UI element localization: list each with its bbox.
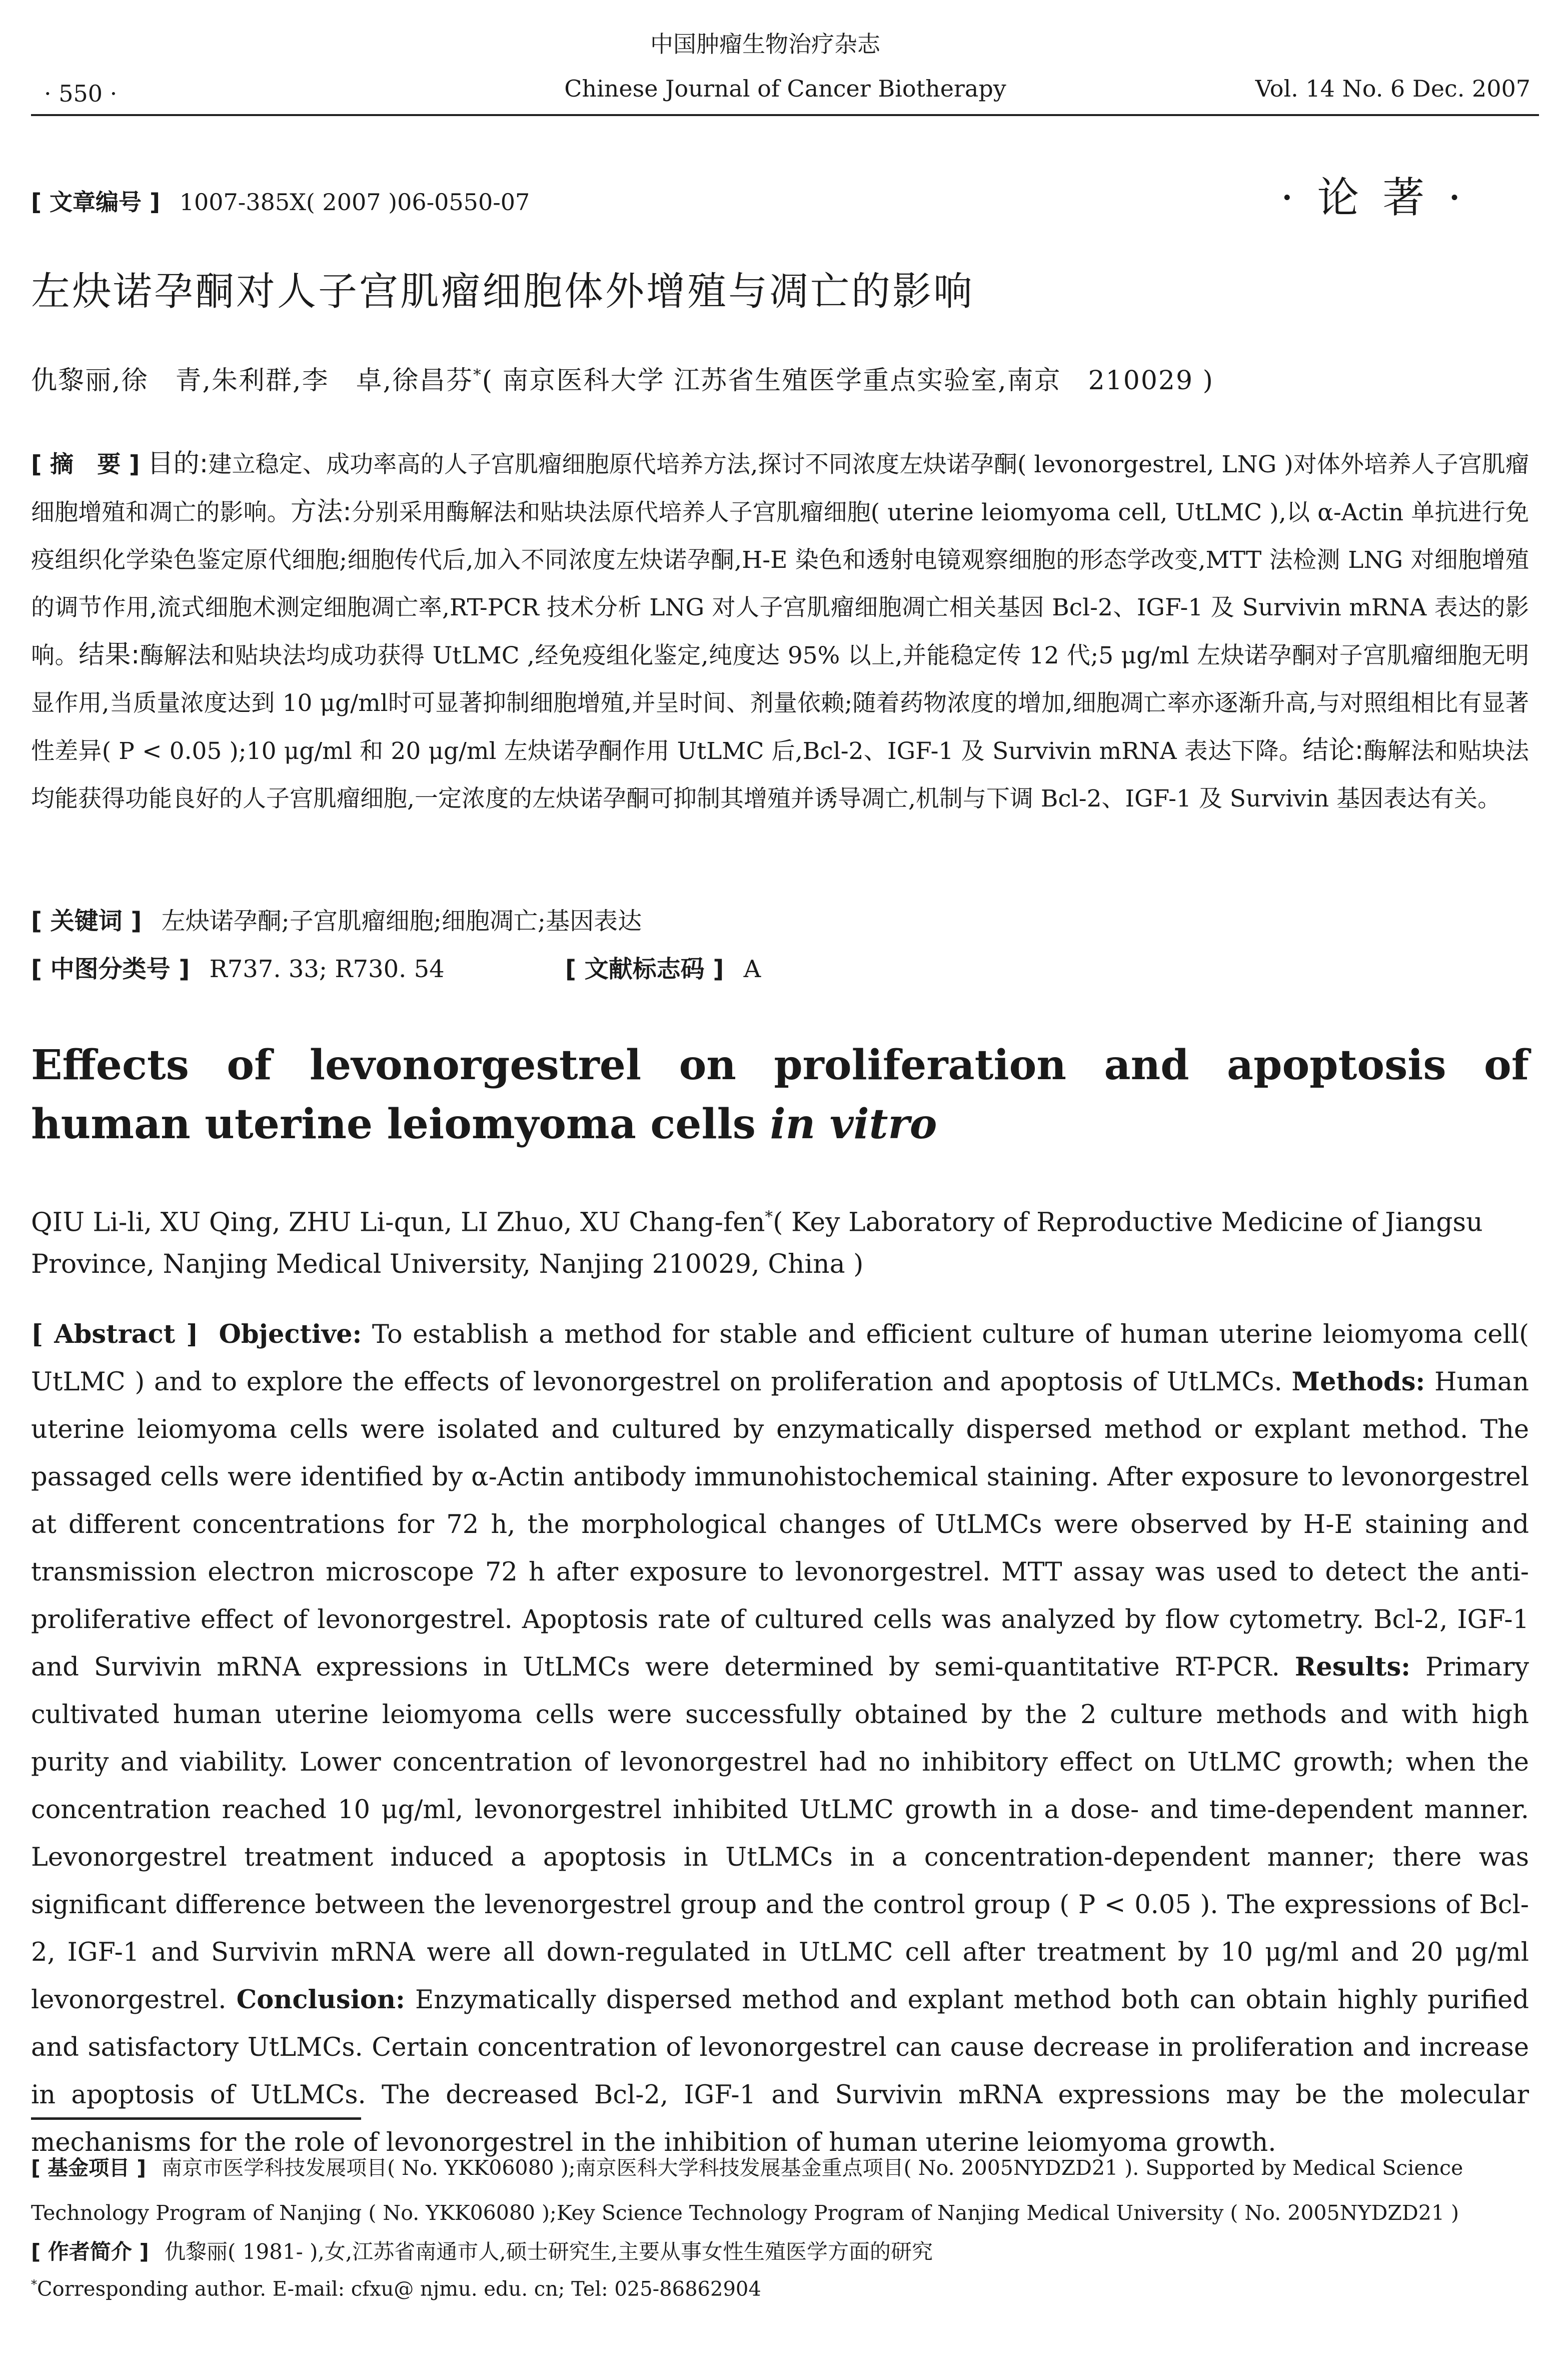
abstract-en-objective-label: Objective: bbox=[219, 1319, 362, 1349]
abstract-en-methods-label: Methods: bbox=[1291, 1367, 1425, 1397]
document-code-value: A bbox=[743, 955, 761, 983]
corresponding-mark-en: * bbox=[765, 1208, 773, 1226]
corresponding-author-note bbox=[31, 2277, 761, 2300]
article-number-value: 1007-385X( 2007 )06-0550-07 bbox=[179, 189, 530, 216]
abstract-cn-methods-label: 方法: bbox=[290, 497, 352, 527]
affiliation-cn: ( 南京医科大学 江苏省生殖医学重点实验室,南京 210029 ) bbox=[482, 366, 1214, 396]
affiliation-en: ( Key Laboratory of Reproductive Medicine of Jiangsu Province, Nanjing Medical University, Nanjing 210029, China ) bbox=[31, 1207, 1483, 1280]
funding-label: [ 基金项目 ] bbox=[31, 2156, 147, 2180]
keywords-label: [ 关键词 ] bbox=[31, 907, 142, 935]
title-en-main: Effects of levonorgestrel on proliferation and apoptosis of human uterine leiomyoma cells bbox=[31, 1041, 1529, 1148]
keywords-value: 左炔诺孕酮;子宫肌瘤细胞;细胞凋亡;基因表达 bbox=[161, 907, 642, 935]
classification-number bbox=[31, 950, 445, 984]
volume-issue: Vol. 14 No. 6 Dec. 2007 bbox=[1255, 75, 1530, 102]
classification-value: R737. 33; R730. 54 bbox=[209, 955, 445, 983]
section-label: · 论 著 · bbox=[1280, 173, 1466, 222]
article-number bbox=[31, 184, 530, 217]
funding-note bbox=[31, 2145, 1529, 2235]
corresponding-note-mark: * bbox=[31, 2277, 37, 2291]
funding-text: 南京市医学科技发展项目( No. YKK06080 );南京医科大学科技发展基金重点项目( No. 2005NYDZD21 ). Supported by Medical Science Technology Program of Nanjing ( No. YKK06080 );Key Science Technology Program of Nanjing Medical University ( No. 2005NYDZD21 ) bbox=[31, 2156, 1463, 2225]
header-rule bbox=[31, 114, 1539, 116]
abstract-cn-methods: 分别采用酶解法和贴块法原代培养人子宫肌瘤细胞( uterine leiomyoma cell, UtLMC ),以 α-Actin 单抗进行免疫组织化学染色鉴定原代细胞;细胞传代后,加入不同浓度左炔诺孕酮,H-E 染色和透射电镜观察细胞的形态学改变,MTT 法检测 LNG 对细胞增殖的调节作用,流式细胞术测定细胞凋亡率,RT-PCR 技术分析 LNG 对人子宫肌瘤细胞凋亡相关基因 Bcl-2、IGF-1 及 Survivin mRNA 表达的影响。 bbox=[31, 499, 1529, 669]
author-bio-text: 仇黎丽( 1981- ),女,江苏省南通市人,硕士研究生,主要从事女性生殖医学方面的研究 bbox=[165, 2239, 933, 2264]
authors-cn bbox=[31, 359, 1214, 397]
corresponding-mark: * bbox=[473, 366, 482, 384]
abstract-cn-results: 酶解法和贴块法均成功获得 UtLMC ,经免疫组化鉴定,纯度达 95% 以上,并能稳定传 12 代;5 μg/ml 左炔诺孕酮对子宫肌瘤细胞无明显作用,当质量浓度达到 10 μg/ml时可显著抑制细胞增殖,并呈时间、剂量依赖;随着药物浓度的增加,细胞凋亡率亦逐渐升高,与对照组相比有显著性差异( P < 0.05 );10 μg/ml 和 20 μg/ml 左炔诺孕酮作用 UtLMC 后,Bcl-2、IGF-1 及 Survivin mRNA 表达下降。 bbox=[31, 642, 1529, 765]
journal-name-en: Chinese Journal of Cancer Biotherapy bbox=[564, 75, 1006, 102]
page-number: · 550 · bbox=[44, 80, 118, 107]
abstract-cn bbox=[31, 440, 1529, 823]
corresponding-author-text: Corresponding author. E-mail: cfxu@ njmu. edu. cn; Tel: 025-86862904 bbox=[37, 2277, 761, 2301]
abstract-cn-conclusion: 酶解法和贴块法均能获得功能良好的人子宫肌瘤细胞,一定浓度的左炔诺孕酮可抑制其增殖并诱导凋亡,机制与下调 Bcl-2、IGF-1 及 Survivin 基因表达有关。 bbox=[31, 737, 1529, 813]
authors-en bbox=[31, 1196, 1529, 1285]
author-bio-label: [ 作者简介 ] bbox=[31, 2239, 149, 2264]
title-en bbox=[31, 1036, 1529, 1154]
title-en-italic: in vitro bbox=[770, 1100, 937, 1148]
author-bio bbox=[31, 2235, 933, 2265]
abstract-en-label: [ Abstract ] bbox=[31, 1319, 199, 1349]
document-code-label: [ 文献标志码 ] bbox=[565, 955, 724, 983]
abstract-en-conclusion: Enzymatically dispersed method and explant method both can obtain highly purified and satisfactory UtLMCs. Certain concentration of levonorgestrel can cause decrease in proliferation and increase in apoptosis of UtLMCs. The decreased Bcl-2, IGF-1 and Survivin mRNA expressions may be the molecular mechanisms for the role of levonorgestrel in the inhibition of human uterine leiomyoma growth. bbox=[31, 1985, 1529, 2157]
abstract-en-results-label: Results: bbox=[1294, 1652, 1410, 1682]
journal-name-cn: 中国肿瘤生物治疗杂志 bbox=[650, 31, 880, 58]
abstract-cn-objective-label: 目的: bbox=[147, 449, 209, 479]
abstract-en-objective: To establish a method for stable and efficient culture of human uterine leiomyoma cell( UtLMC ) and to explore the effects of levonorgestrel on proliferation and apoptosis of UtLMCs. bbox=[31, 1320, 1529, 1397]
title-cn: 左炔诺孕酮对人子宫肌瘤细胞体外增殖与凋亡的影响 bbox=[31, 269, 975, 314]
abstract-en-methods: Human uterine leiomyoma cells were isolated and cultured by enzymatically dispersed method or explant method. The passaged cells were identified by α-Actin antibody immunohistochemical staining. After exposure to levonorgestrel at different concentrations for 72 h, the morphological changes of UtLMCs were observed by H-E staining and transmission electron microscope 72 h after exposure to levonorgestrel. MTT assay was used to detect the anti-proliferative effect of levonorgestrel. Apoptosis rate of cultured cells was analyzed by flow cytometry. Bcl-2, IGF-1 and Survivin mRNA expressions in UtLMCs were determined by semi-quantitative RT-PCR. bbox=[31, 1367, 1529, 1682]
abstract-cn-objective: 建立稳定、成功率高的人子宫肌瘤细胞原代培养方法,探讨不同浓度左炔诺孕酮( levonorgestrel, LNG )对体外培养人子宫肌瘤细胞增殖和凋亡的影响。 bbox=[31, 451, 1529, 526]
authors-en-names: QIU Li-li, XU Qing, ZHU Li-qun, LI Zhuo, XU Chang-fen bbox=[31, 1207, 765, 1238]
document-code bbox=[565, 950, 761, 984]
abstract-en bbox=[31, 1311, 1529, 2166]
classification-label: [ 中图分类号 ] bbox=[31, 955, 190, 983]
abstract-en-results: Primary cultivated human uterine leiomyoma cells were successfully obtained by the 2 culture methods and with high purity and viability. Lower concentration of levonorgestrel had no inhibitory effect on UtLMC growth; when the concentration reached 10 μg/ml, levonorgestrel inhibited UtLMC growth in a dose- and time-dependent manner. Levonorgestrel treatment induced a apoptosis in UtLMCs in a concentration-dependent manner; there was significant difference between the levenorgestrel group and the control group ( P < 0.05 ). The expressions of Bcl-2, IGF-1 and Survivin mRNA were all down-regulated in UtLMC cell after treatment by 10 μg/ml and 20 μg/ml levonorgestrel. bbox=[31, 1653, 1529, 2015]
abstract-cn-label: [ 摘 要 ] bbox=[31, 451, 140, 478]
abstract-cn-conclusion-label: 结论: bbox=[1302, 735, 1364, 765]
keywords-cn bbox=[31, 902, 642, 936]
footnote-rule bbox=[31, 2117, 361, 2120]
abstract-cn-results-label: 结果: bbox=[78, 640, 140, 670]
article-number-label: [ 文章编号 ] bbox=[31, 189, 161, 216]
authors-cn-names: 仇黎丽,徐 青,朱利群,李 卓,徐昌芬 bbox=[31, 366, 474, 396]
abstract-en-conclusion-label: Conclusion: bbox=[236, 1985, 405, 2015]
